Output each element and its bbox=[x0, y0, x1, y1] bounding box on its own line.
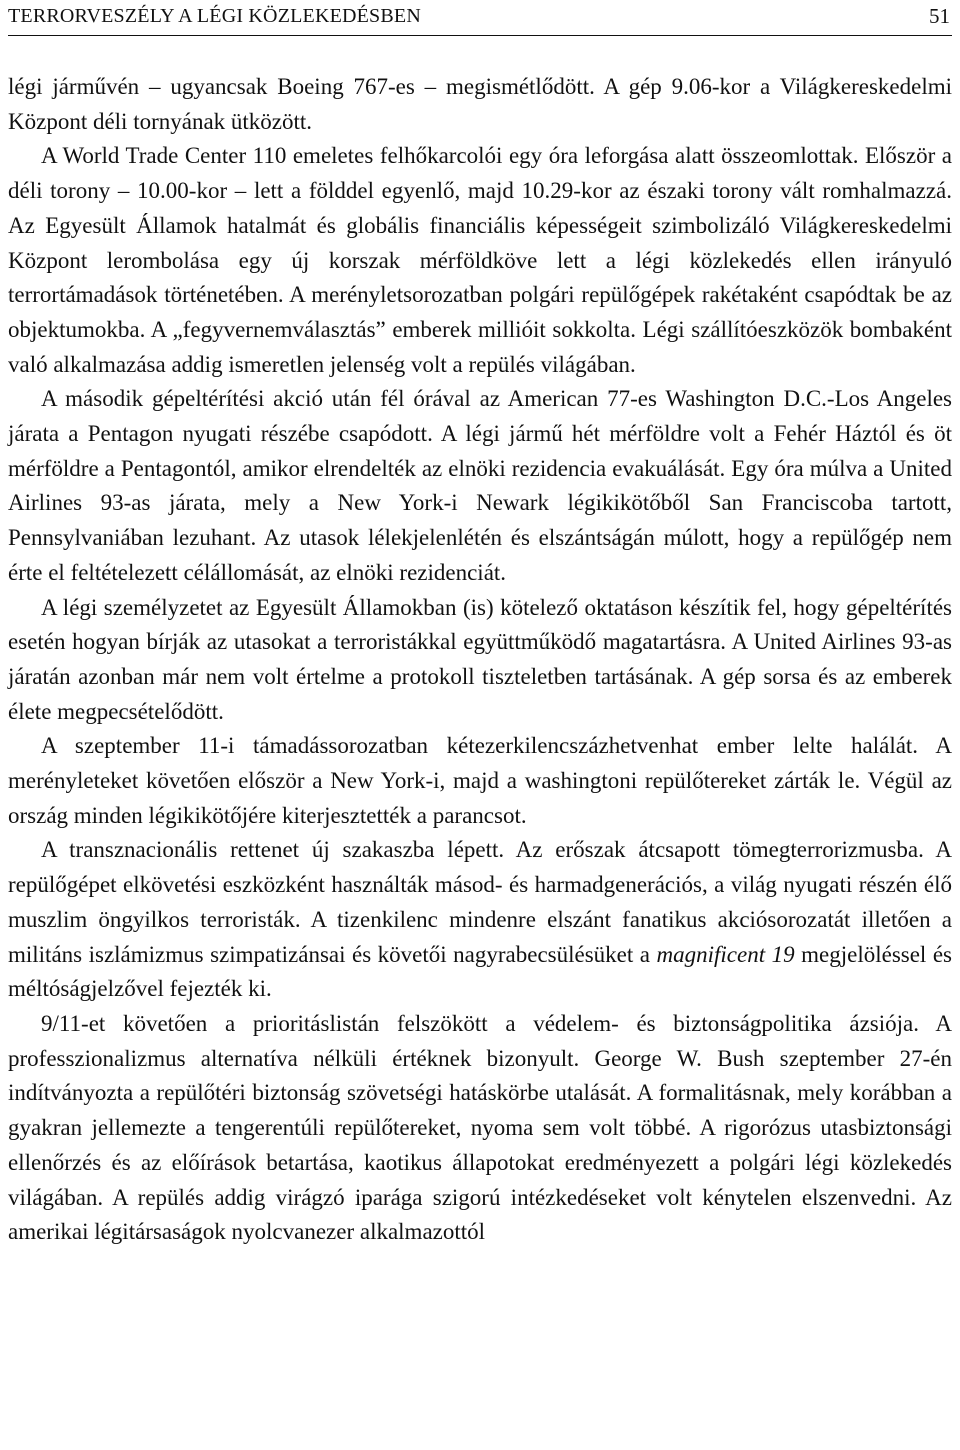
paragraph-4: A légi személyzetet az Egyesült Államokban (is) kötelező oktatáson készítik fel, hogy gépeltérítés esetén hogyan bírják az utasokat a terroristákkal együttműködő magatartásra. A United Airlines 93-as járatán azonban már nem volt értelme a protokoll tiszteletben tartásának. A gép sorsa és az emberek élete megpecsételődött. bbox=[8, 594, 952, 724]
paragraph-6-text: A transznacionális rettenet új szakaszba lépett. Az erőszak átcsapott tömegterrorizmusba. A repülőgépet elkövetési eszközként használták másod- és harmadgenerációs, a világ nyugati részén élő muszlim öngyilkos terroristák. A tizenkilenc mindenre elszánt fanatikus akciósorozatát illetően a militáns iszlámizmus szimpatizánsai és követői nagyrabecsülésüket a bbox=[8, 837, 952, 967]
running-title: TERRORVESZÉLY A LÉGI KÖZLEKEDÉSBEN bbox=[8, 5, 421, 27]
italic-term: magnificent 19 bbox=[656, 941, 795, 967]
paragraph-7: 9/11-et követően a prioritáslistán felszökött a védelem- és biztonságpolitika ázsiója. A professzionalizmus alternatíva nélküli értéknek bizonyult. George W. Bush szeptember 27-én indítványozta a repülőtéri biztonság szövetségi hatáskörbe utalását. A formalitásnak, mely korábban a gyakran jellemezte a tengerentúli repülőtereket, nyoma sem volt többé. A rigorózus utasbiztonsági ellenőrzés és az előírások betartása, kaotikus állapotokat eredményezett a polgári légi közlekedés világában. A repülés addig virágzó iparága szigorú intézkedéseket volt kénytelen elszenvedni. Az amerikai légitársaságok nyolcvanezer alkalmazottól bbox=[8, 1010, 952, 1245]
paragraph-3: A második gépeltérítési akció után fél órával az American 77-es Washington D.C.-Los Angeles járata a Pentagon nyugati részébe csapódott. A légi jármű hét mérföldre volt a Fehér Háztól és öt mérföldre a Pentagontól, amikor elrendelték az elnöki rezidencia evakuálását. Egy óra múlva a United Airlines 93-as járata, mely a New York-i Newark légikikötőből San Franciscoba tartott, Pennsylvaniában lezuhant. Az utasok lélekjelenlétén és elszántságán múlott, hogy a repülőgép nem érte el feltételezett célállomását, az elnöki rezidenciát. bbox=[8, 386, 952, 585]
running-head bbox=[8, 0, 952, 36]
paragraph-2: A World Trade Center 110 emeletes felhőkarcolói egy óra leforgása alatt összeomlottak. Először a déli torony – 10.00-kor – lett a földdel egyenlő, majd 10.29-kor az északi torony vált romhalmazzá. Az Egyesült Államok hatalmát és globális financiális képességeit szimbolizáló Világkereskedelmi Központ lerombolása egy új korszak mérföldköve lett a légi közlekedés ellen irányuló terrortámadások történetében. A merényletsorozatban polgári repülőgépek rakétaként csapódtak be az objektumokba. A „fegyvernemválasztás” emberek millióit sokkolta. Légi szállítóeszközök bombaként való alkalmazása addig ismeretlen jelenség volt a repülés világában. bbox=[8, 143, 952, 377]
body-text bbox=[8, 70, 952, 1250]
paragraph-1: légi járművén – ugyancsak Boeing 767-es – megismétlődött. A gép 9.06-kor a Világkereskedelmi Központ déli tornyának ütközött. bbox=[8, 74, 952, 134]
page-number: 51 bbox=[929, 4, 950, 28]
paragraph-6 bbox=[8, 833, 952, 1007]
paragraph-6-tail: megjelöléssel és méltóságjelzővel fejezték ki. bbox=[8, 941, 952, 1002]
paragraph-5: A szeptember 11-i támadássorozatban kétezerkilencszázhetvenhat ember lelte halálát. A merényleteket követően először a New York-i, majd a washingtoni repülőtereket zárták le. Végül az ország minden légikikötőjére kiterjesztették a parancsot. bbox=[8, 733, 952, 828]
